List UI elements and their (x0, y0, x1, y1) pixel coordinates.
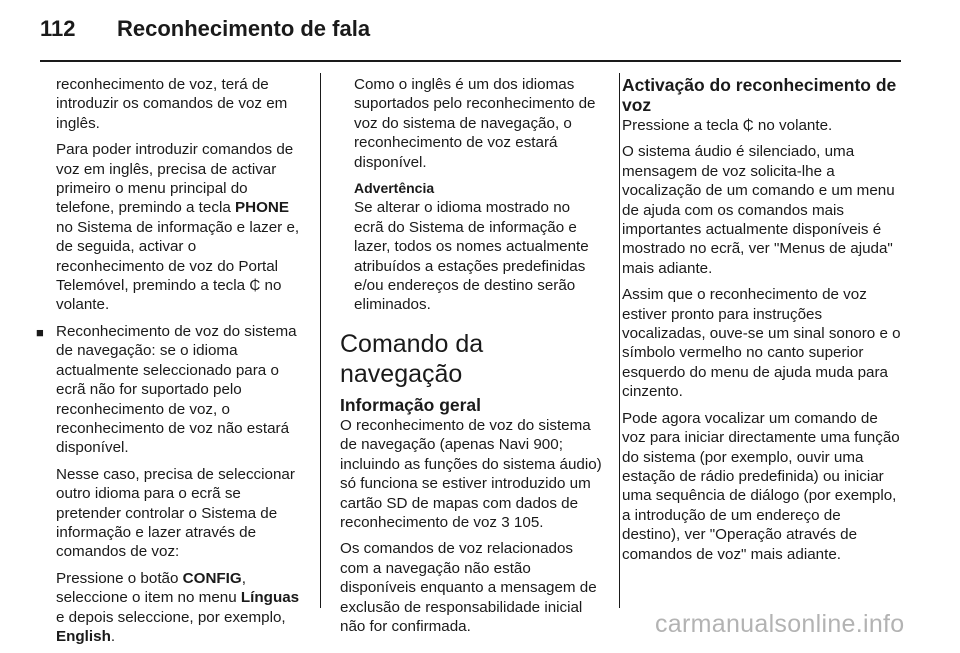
note-box (340, 179, 602, 315)
watermark: carmanualsonline.info (655, 610, 905, 638)
paragraph: O sistema áudio é silenciado, uma mensagem de voz solicita-lhe a vocalização de um comando e um menu de ajuda com os comandos mais importantes actualmente disponíveis é mostrado no ecrã, ver "Menus de ajuda" mais adiante. (622, 143, 895, 277)
subsection-heading: Informação geral (340, 394, 482, 415)
text: Reconhecimento de voz do sistema de navegação: se o idioma actualmente seleccionado para o ecrã não for suportado pelo reconhecimento de voz, o reconhecimento de voz não estará disponível. (56, 322, 297, 457)
text: no volante. (753, 117, 833, 134)
text: Pressione o botão (56, 569, 183, 587)
paragraph: Pode agora vocalizar um comando de voz para iniciar directamente uma função do sistema (por exemplo, ouvir uma estação de rádio predefinida) ou iniciar uma sequência de diálogo (por exemplo, a introdução de um endereço de destino), ver "Operação através de comandos de voz" mais adiante. (622, 409, 900, 563)
paragraph: Os comandos de voz relacionados com a navegação não estão disponíveis enquanto a mensagem de exclusão de responsabilidade inicial não for confirmada. (340, 540, 597, 635)
english-option-label: English (56, 627, 111, 645)
paragraph (340, 416, 602, 532)
text: no Sistema de informação e lazer e, de seguida, activar o reconhecimento de voz do Portal Telemóvel, premindo a tecla (56, 218, 300, 295)
config-key-label: CONFIG (182, 569, 242, 587)
languages-menu-label: Línguas (240, 589, 300, 607)
text: 105. (509, 513, 544, 531)
text: e depois seleccione, por exemplo, (56, 608, 286, 626)
text: O reconhecimento de voz do sistema de navegação (apenas Navi 900; incluindo as funções do sistema áudio) só funciona se estiver introduzido um cartão SD de mapas com dados de reconhecimento de voz (340, 416, 602, 531)
text: no volante. (56, 277, 282, 314)
column-2 (340, 75, 602, 643)
column-1 (36, 75, 306, 653)
paragraph: Nesse caso, precisa de seleccionar outro idioma para o ecrã se pretender controlar o Sistema de informação e lazer através de comandos de voz: (56, 465, 295, 561)
column-divider-1 (320, 73, 321, 608)
header-rule (40, 60, 901, 62)
paragraph (56, 140, 306, 315)
text: . (110, 627, 116, 645)
column-3 (622, 75, 902, 571)
paragraph: Assim que o reconhecimento de voz estiver pronto para instruções vocalizadas, ouve-se um sinal sonoro e o símbolo vermelho no canto superior esquerdo do menu de ajuda muda para cinzento. (622, 286, 901, 401)
column-divider-2 (619, 73, 620, 608)
voice-control-icon: ₵ (742, 117, 754, 134)
voice-control-icon: ₵ (249, 277, 261, 295)
text: , seleccione o item no menu (56, 569, 246, 607)
bullet-icon: ■ (36, 324, 44, 340)
page-title: Reconhecimento de fala (117, 16, 371, 41)
section-heading: Comando da navegação (340, 329, 484, 388)
page-reference-icon: 3 (501, 513, 510, 531)
paragraph (56, 569, 306, 647)
paragraph: Como o inglês é um dos idiomas suportados pelo reconhecimento de voz do sistema de navegação, o reconhecimento de voz estará disponível. (354, 76, 596, 171)
note-text: Se alterar o idioma mostrado no ecrã do Sistema de informação e lazer, todos os nomes actualmente atribuídos a estações predefinidas e/ou endereços de destino serão eliminados. (354, 199, 589, 314)
text: Pressione a tecla (622, 117, 743, 134)
phone-key-label: PHONE (235, 199, 290, 217)
bullet-item (36, 322, 306, 458)
note-heading: Advertência (354, 180, 435, 197)
paragraph: reconhecimento de voz, terá de introduzir os comandos de voz em inglês. (56, 76, 288, 132)
text: Para poder introduzir comandos de voz em inglês, precisa de activar primeiro o menu principal do telefone, premindo a tecla (56, 141, 294, 217)
subsection-heading: Activação do reconhecimento de voz (622, 75, 897, 115)
paragraph (622, 116, 902, 135)
page-number: 112 (40, 16, 76, 41)
